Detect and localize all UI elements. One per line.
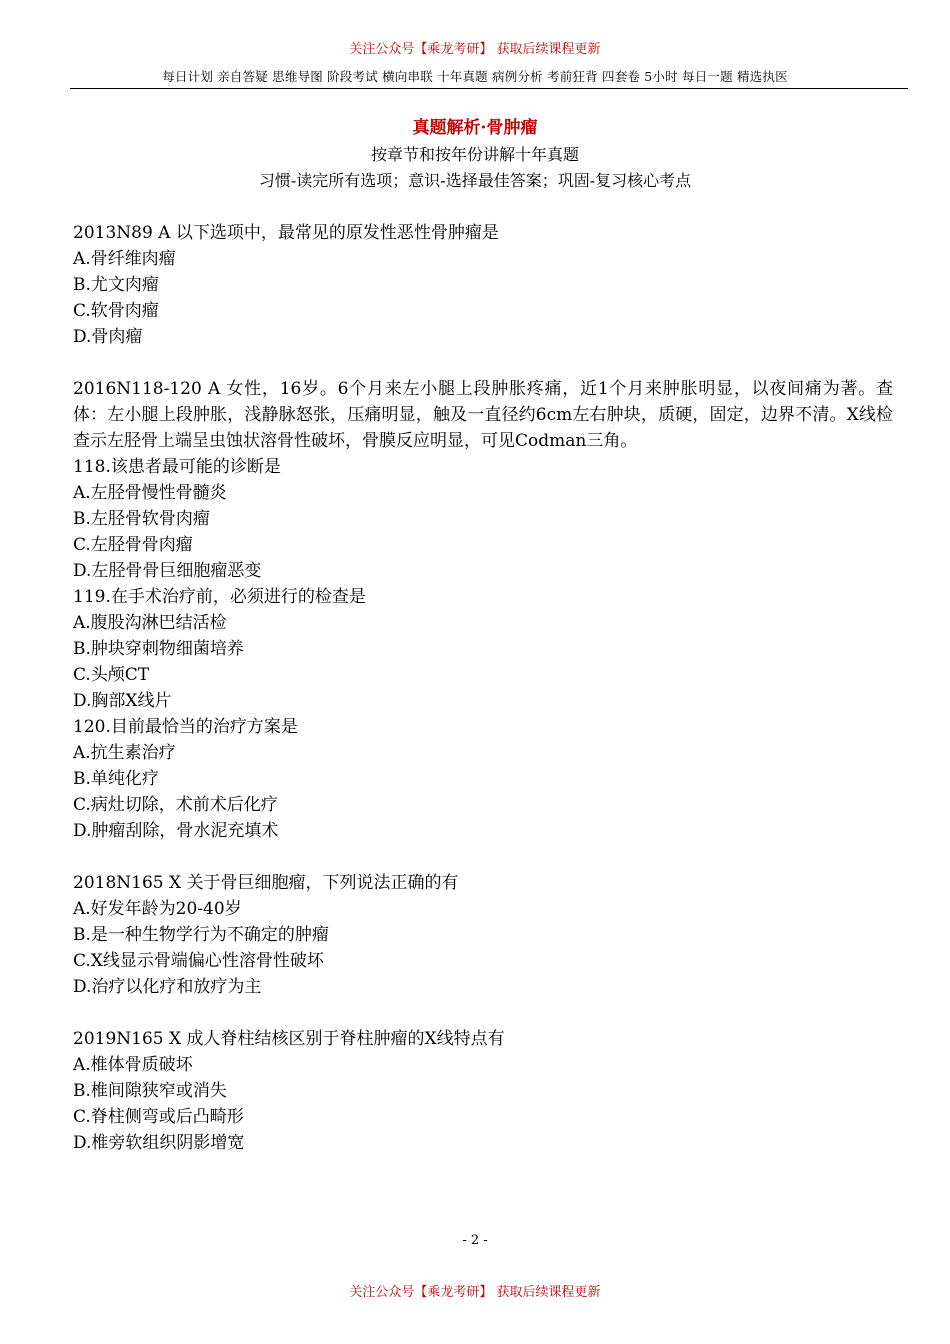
question-stem: 118.该患者最可能的诊断是 [73, 457, 281, 477]
option-c: C.左胫骨骨肉瘤 [73, 535, 193, 555]
option-b: B.左胫骨软骨肉瘤 [73, 509, 210, 529]
option-b: B.单纯化疗 [73, 769, 159, 789]
question-2019n165 [73, 1026, 893, 1156]
footer-promo: 关注公众号【乘龙考研】 获取后续课程更新 [349, 1285, 601, 1300]
option-d: D.胸部X线片 [73, 691, 172, 711]
question-stem: 120.目前最恰当的治疗方案是 [73, 717, 298, 737]
option-d: D.左胫骨骨巨细胞瘤恶变 [73, 561, 262, 581]
subtitle-method: 按章节和按年份讲解十年真题 [370, 145, 579, 164]
question-stem: 119.在手术治疗前，必须进行的检查是 [73, 587, 366, 607]
option-b: B.椎间隙狭窄或消失 [73, 1081, 227, 1101]
question-stem: 2019N165 X 成人脊柱结核区别于脊柱肿瘤的X线特点有 [73, 1029, 505, 1049]
option-b: B.肿块穿刺物细菌培养 [73, 639, 244, 659]
option-a: A.抗生素治疗 [73, 743, 176, 763]
option-b: B.是一种生物学行为不确定的肿瘤 [73, 925, 329, 945]
page-number: - 2 - [462, 1233, 488, 1248]
header-divider [70, 88, 908, 89]
document-title: 真题解析·骨肿瘤 [412, 118, 538, 138]
subtitle-habits: 习惯-读完所有选项；意识-选择最佳答案；巩固-复习核心考点 [258, 171, 692, 190]
option-c: C.X线显示骨端偏心性溶骨性破坏 [73, 951, 324, 971]
option-a: A.左胫骨慢性骨髓炎 [73, 483, 227, 503]
option-c: C.脊柱侧弯或后凸畸形 [73, 1107, 244, 1127]
case-description: 2016N118-120 A 女性，16岁。6个月来左小腿上段肿胀疼痛，近1个月来肿胀明显，以夜间痛为著。查体：左小腿上段肿胀，浅静脉怒张，压痛明显，触及一直径约6cm左右肿块，质硬，固定，边界不清。X线检查示左胫骨上端呈虫蚀状溶骨性破坏，骨膜反应明显，可见Codman三角。 [73, 379, 893, 451]
option-c: C.病灶切除，术前术后化疗 [73, 795, 278, 815]
option-a: A.好发年龄为20-40岁 [73, 899, 242, 919]
header-feature-list: 每日计划 亲自答疑 思维导图 阶段考试 横向串联 十年真题 病例分析 考前狂背 四套卷 5小时 每日一题 精选执医 [162, 69, 788, 84]
question-2016n118-120 [73, 376, 893, 844]
option-d: D.肿瘤刮除，骨水泥充填术 [73, 821, 279, 841]
option-d: D.治疗以化疗和放疗为主 [73, 977, 262, 997]
question-2013n89 [73, 220, 893, 350]
option-a: A.骨纤维肉瘤 [73, 249, 176, 269]
option-c: C.软骨肉瘤 [73, 301, 159, 321]
option-d: D.椎旁软组织阴影增宽 [73, 1133, 245, 1153]
question-list [73, 220, 893, 1182]
question-stem: 2013N89 A 以下选项中，最常见的原发性恶性骨肿瘤是 [73, 223, 499, 243]
option-b: B.尤文肉瘤 [73, 275, 159, 295]
option-c: C.头颅CT [73, 665, 150, 685]
option-a: A.椎体骨质破坏 [73, 1055, 193, 1075]
option-a: A.腹股沟淋巴结活检 [73, 613, 227, 633]
option-d: D.骨肉瘤 [73, 327, 143, 347]
question-stem: 2018N165 X 关于骨巨细胞瘤，下列说法正确的有 [73, 873, 459, 893]
header-promo: 关注公众号【乘龙考研】 获取后续课程更新 [349, 42, 601, 57]
question-2018n165 [73, 870, 893, 1000]
